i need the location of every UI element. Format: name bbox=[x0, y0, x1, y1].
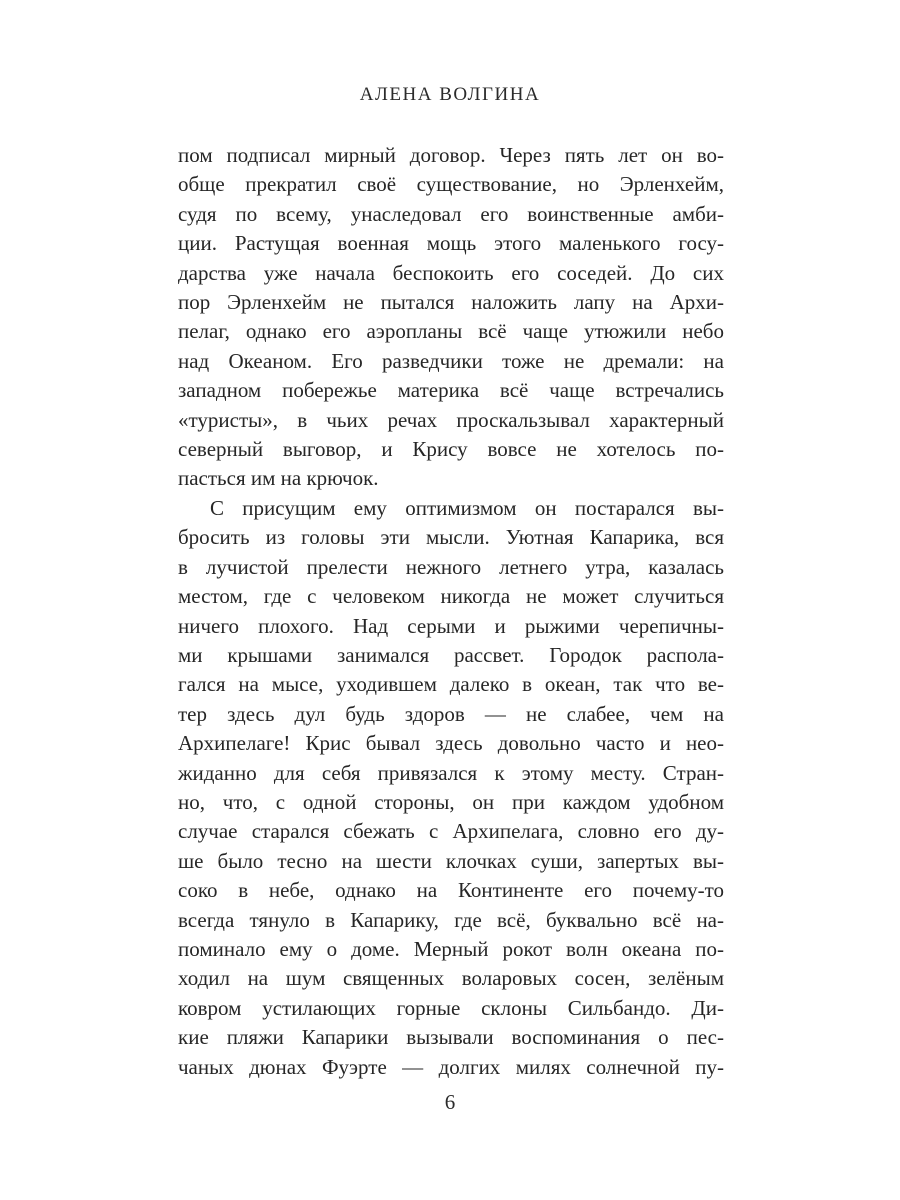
text-line: соко в небе, однако на Континенте его почему-то bbox=[178, 878, 724, 903]
text-line: «туристы», в чьих речах проскальзывал характерный bbox=[178, 407, 724, 432]
text-line: тер здесь дул будь здоров — не слабее, чем на bbox=[178, 701, 724, 726]
text-line: пасться им на крючок. bbox=[178, 466, 379, 491]
text-line: С присущим ему оптимизмом он постарался вы- bbox=[210, 495, 724, 520]
text-line: всегда тянуло в Капарику, где всё, буквально всё на- bbox=[178, 907, 724, 932]
text-line: но, что, с одной стороны, он при каждом удобном bbox=[178, 789, 724, 814]
text-line: западном побережье материка всё чаще встречались bbox=[178, 378, 724, 403]
text-line: ничего плохого. Над серыми и рыжими черепичны- bbox=[178, 613, 724, 638]
text-line: поминало ему о доме. Мерный рокот волн океана по- bbox=[178, 936, 724, 961]
text-line: случае старался сбежать с Архипелага, словно его ду- bbox=[178, 819, 724, 844]
text-line: северный выговор, и Крису вовсе не хотелось по- bbox=[178, 437, 724, 462]
text-line: чаных дюнах Фуэрте — долгих милях солнечной пу- bbox=[178, 1054, 724, 1079]
body-text bbox=[178, 141, 724, 1082]
text-line: жиданно для себя привязался к этому месту. Стран- bbox=[178, 760, 724, 785]
text-line: гался на мысе, уходившем далеко в океан, так что ве- bbox=[178, 672, 724, 697]
running-header: АЛЕНА ВОЛГИНА bbox=[359, 84, 541, 105]
text-line: обще прекратил своё существование, но Эрленхейм, bbox=[178, 172, 724, 197]
text-line: бросить из головы эти мысли. Уютная Капарика, вся bbox=[178, 525, 724, 550]
text-line: пор Эрленхейм не пытался наложить лапу на Архи- bbox=[178, 290, 724, 315]
text-line: ше было тесно на шести клочках суши, запертых вы- bbox=[178, 848, 724, 873]
text-line: Архипелаге! Крис бывал здесь довольно часто и нео- bbox=[178, 731, 724, 756]
text-line: ми крышами занимался рассвет. Городок распола- bbox=[178, 642, 724, 667]
text-line: пом подписал мирный договор. Через пять лет он во- bbox=[178, 143, 724, 167]
text-line: ковром устилающих горные склоны Сильбандо. Ди- bbox=[178, 995, 724, 1020]
text-line: над Океаном. Его разведчики тоже не дремали: на bbox=[178, 348, 724, 373]
paragraph bbox=[178, 141, 724, 494]
text-line: местом, где с человеком никогда не может случиться bbox=[178, 584, 724, 609]
text-line: ции. Растущая военная мощь этого маленького госу- bbox=[178, 231, 724, 256]
text-line: в лучистой прелести нежного летнего утра, казалась bbox=[178, 554, 724, 579]
text-line: ходил на шум священных воларовых сосен, зелёным bbox=[178, 966, 724, 991]
text-line: дарства уже начала беспокоить его соседей. До сих bbox=[178, 260, 724, 285]
page-number: 6 bbox=[444, 1090, 456, 1114]
text-line: пелаг, однако его аэропланы всё чаще утюжили небо bbox=[178, 319, 724, 344]
text-line: судя по всему, унаследовал его воинственные амби- bbox=[178, 201, 724, 226]
text-line: кие пляжи Капарики вызывали воспоминания о пес- bbox=[178, 1025, 724, 1050]
paragraph bbox=[178, 494, 724, 1082]
